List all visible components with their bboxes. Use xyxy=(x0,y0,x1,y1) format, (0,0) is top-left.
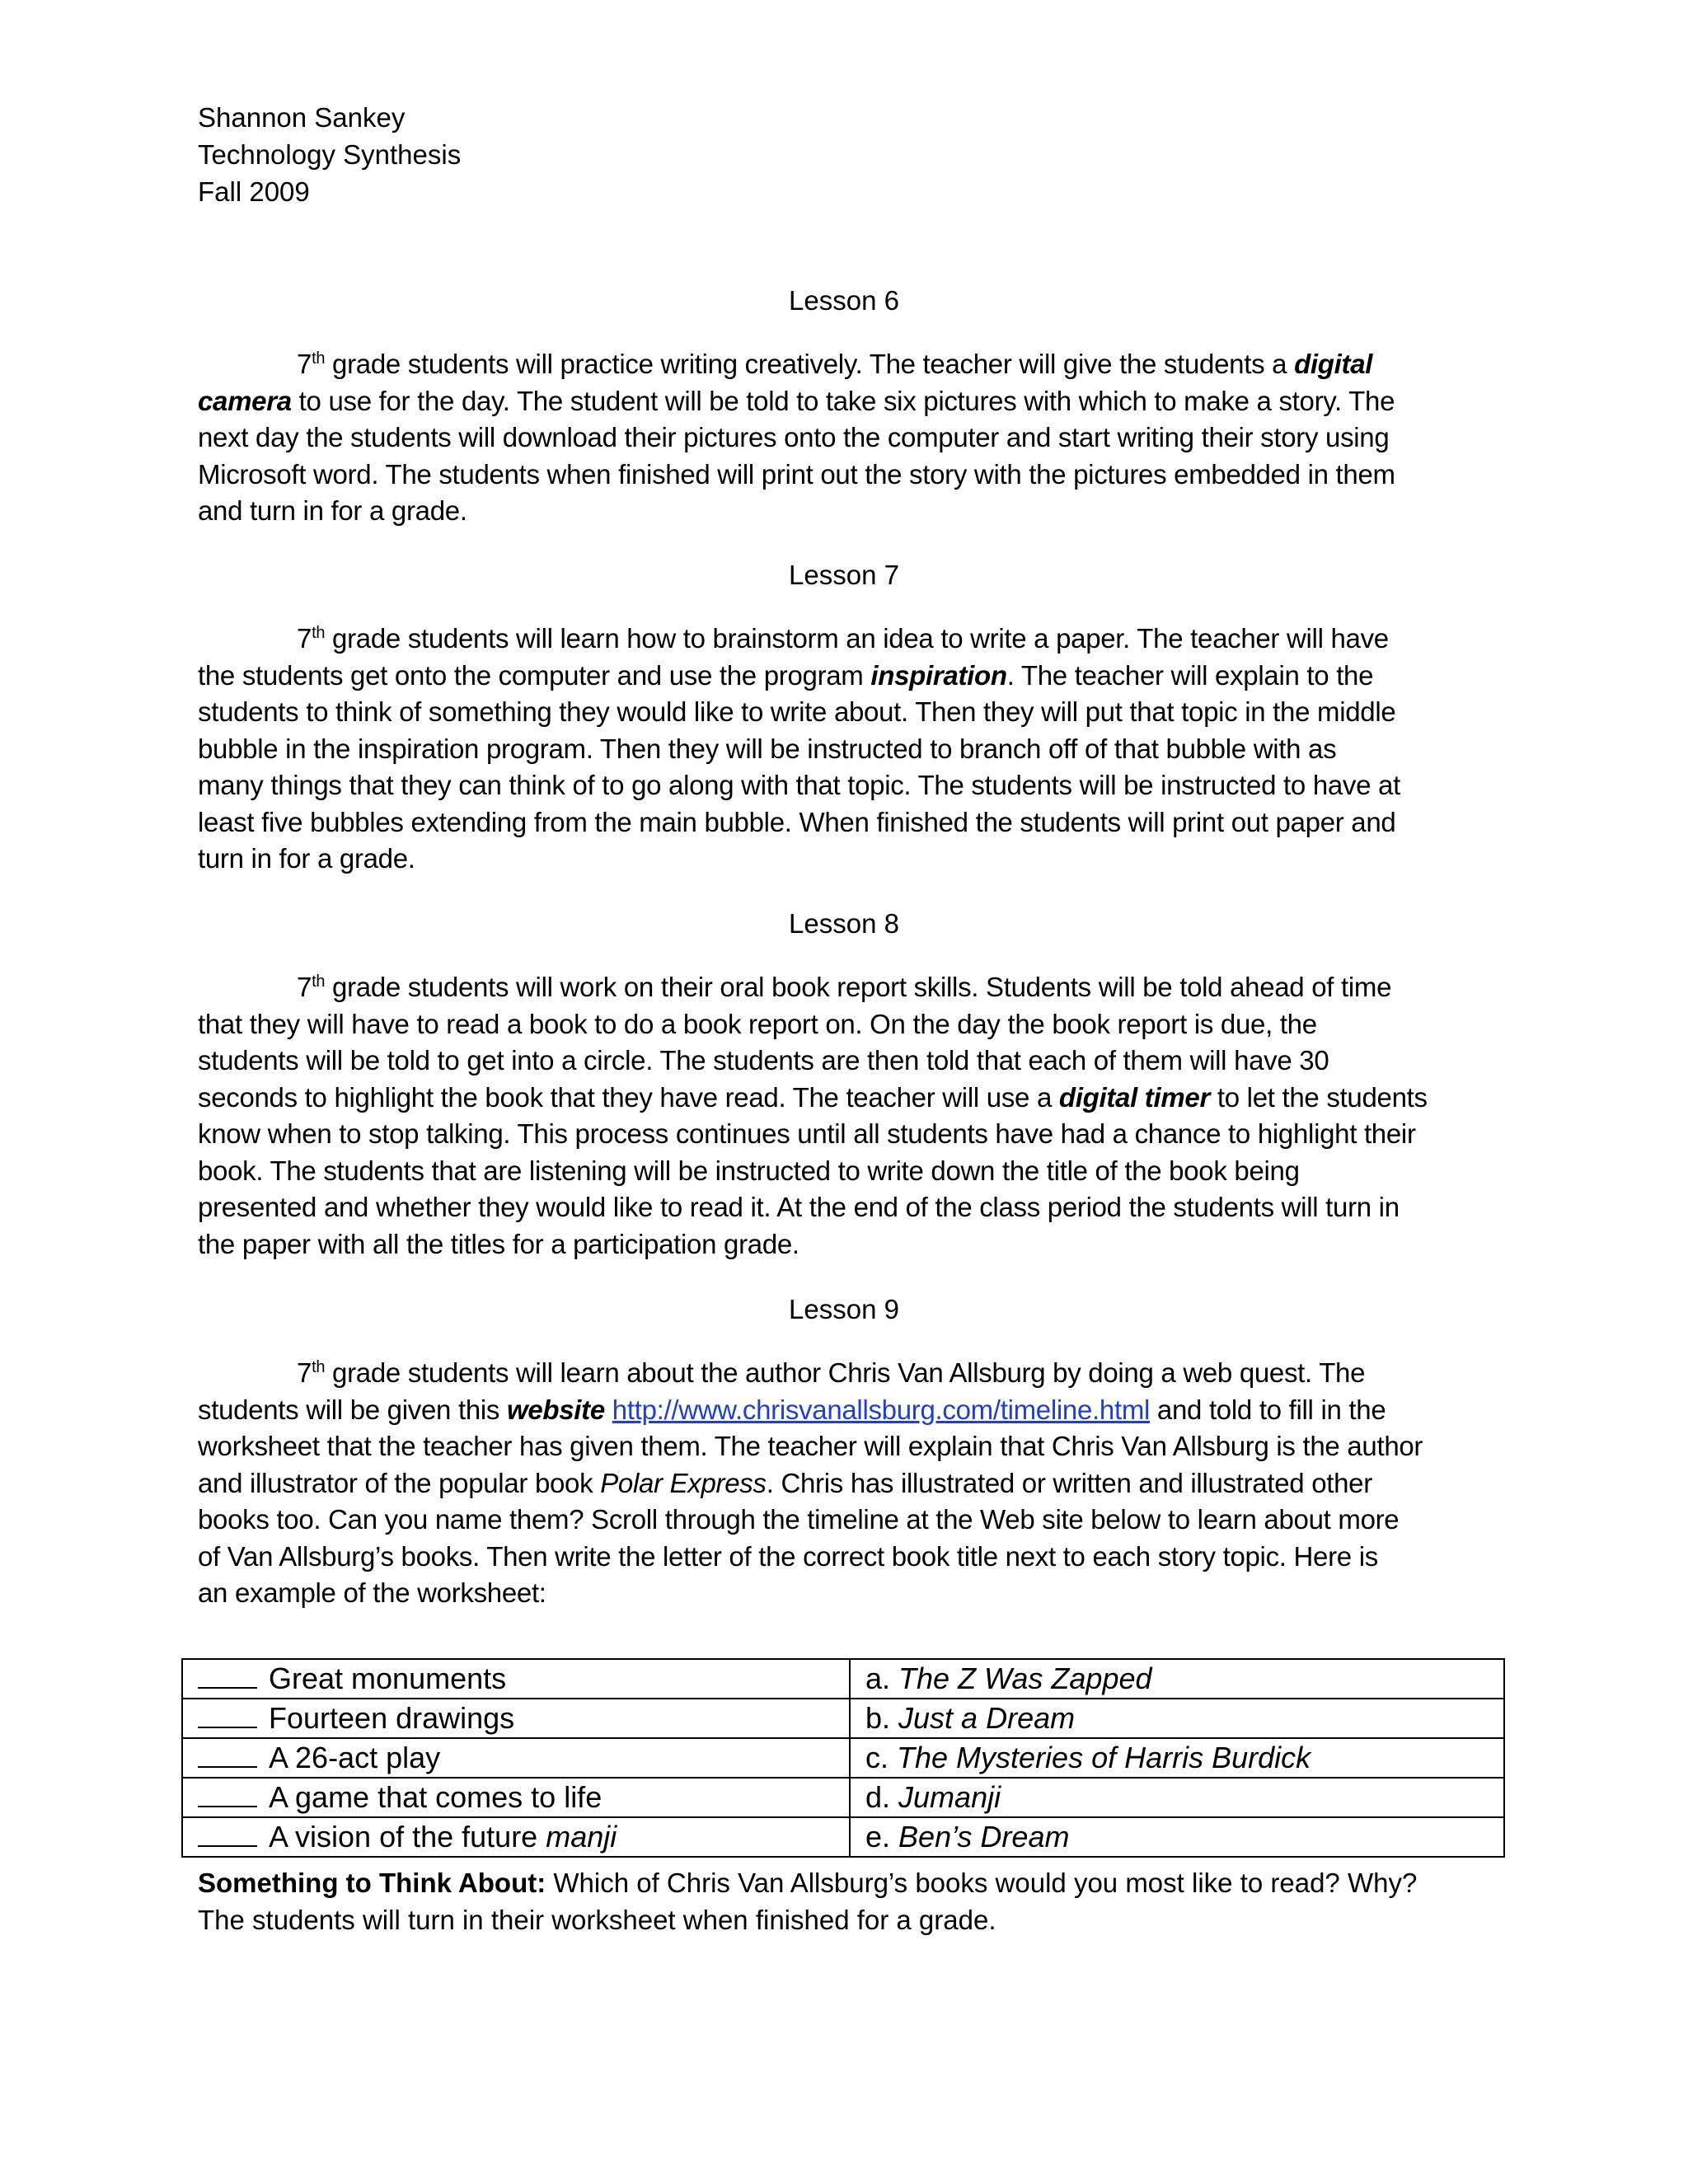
table-row xyxy=(182,1738,1504,1778)
topic-text: A vision of the future xyxy=(269,1820,546,1854)
option-letter: b. xyxy=(865,1701,899,1735)
topic-text: A game that comes to life xyxy=(269,1780,603,1814)
think-about-label: Something to Think About: xyxy=(198,1868,546,1898)
final-instruction: The students will turn in their worksheet when finished for a grade. xyxy=(198,1905,996,1935)
line-text: to use for the day. The student will be told to take six pictures with which to make a story. The xyxy=(291,385,1395,416)
course-name: Technology Synthesis xyxy=(198,139,462,170)
lesson-8-title: Lesson 8 xyxy=(789,908,899,939)
emphasis-digital: digital xyxy=(1294,349,1373,379)
paragraph-line: students will be told to get into a circle. The students are then told that each of them will have 30 xyxy=(198,1045,1329,1076)
lesson-6-title: Lesson 6 xyxy=(789,285,899,316)
paragraph-line: next day the students will download their pictures onto the computer and start writing their story using xyxy=(198,422,1390,452)
grade-number: 7 xyxy=(297,623,312,654)
line-text: grade students will learn how to brainstorm an idea to write a paper. The teacher will have xyxy=(325,623,1389,654)
book-title: Jumanji xyxy=(898,1780,1001,1814)
paragraph-line: and turn in for a grade. xyxy=(198,495,467,526)
think-about-line xyxy=(198,1864,1417,1901)
paragraph-line: the paper with all the titles for a participation grade. xyxy=(198,1228,799,1259)
option-letter: c. xyxy=(865,1741,898,1774)
line-text: to let the students xyxy=(1210,1081,1428,1113)
line-text: . Chris has illustrated or written and illustrated other xyxy=(766,1467,1372,1498)
document-header xyxy=(198,99,461,210)
paragraph-line xyxy=(198,621,1517,658)
book-title: Just a Dream xyxy=(898,1701,1076,1735)
answer-blank xyxy=(198,1821,257,1847)
paragraph-line: presented and whether they would like to read it. At the end of the class period the students will turn in xyxy=(198,1192,1400,1222)
answer-blank xyxy=(198,1741,257,1768)
grade-suffix: th xyxy=(312,624,326,642)
paragraph-line xyxy=(198,658,1517,695)
answer-blank xyxy=(198,1781,257,1807)
paragraph-line: of Van Allsburg’s books. Then write the letter of the correct book title next to each story topic. Here is xyxy=(198,1540,1378,1572)
author-name: Shannon Sankey xyxy=(198,102,406,133)
paragraph-line xyxy=(198,346,1517,383)
paragraph-line xyxy=(198,969,1517,1006)
paragraph-line: least five bubbles extending from the main bubble. When finished the students will print out paper and xyxy=(198,806,1396,837)
paragraph-line: students to think of something they would like to write about. Then they will put that topic in the middle xyxy=(198,696,1396,727)
table-row xyxy=(182,1659,1504,1699)
option-letter: d. xyxy=(865,1780,899,1814)
topic-cell xyxy=(182,1817,850,1857)
lesson-9-paragraph xyxy=(198,1355,1517,1612)
grade-suffix: th xyxy=(312,349,326,368)
paragraph-line xyxy=(198,1465,1517,1502)
book-cell xyxy=(850,1738,1504,1778)
think-about-question: Which of Chris Van Allsburg’s books would you most like to read? Why? xyxy=(546,1868,1418,1898)
table-row xyxy=(182,1778,1504,1817)
line-text: the students get onto the computer and use the program xyxy=(198,659,871,691)
paragraph-line xyxy=(198,1392,1517,1429)
topic-cell xyxy=(182,1778,850,1817)
closing-section xyxy=(198,1864,1417,1938)
book-title: The Z Was Zapped xyxy=(898,1661,1152,1695)
paragraph-line: book. The students that are listening will be instructed to write down the title of the book being xyxy=(198,1155,1300,1186)
timeline-link[interactable]: http://www.chrisvanallsburg.com/timeline.html xyxy=(612,1394,1151,1425)
book-cell xyxy=(850,1699,1504,1738)
answer-blank xyxy=(198,1662,257,1689)
term: Fall 2009 xyxy=(198,176,310,207)
paragraph-line: books too. Can you name them? Scroll through the timeline at the Web site below to learn about more xyxy=(198,1504,1400,1535)
line-text: students will be given this xyxy=(198,1394,507,1425)
topic-text: Great monuments xyxy=(269,1661,507,1695)
line-text: . The teacher will explain to the xyxy=(1006,659,1374,691)
book-title: The Mysteries of Harris Burdick xyxy=(897,1741,1311,1774)
paragraph-line xyxy=(198,1080,1517,1117)
book-cell xyxy=(850,1778,1504,1817)
book-cell xyxy=(850,1817,1504,1857)
paragraph-line xyxy=(198,383,1517,420)
paragraph-line: bubble in the inspiration program. Then they will be instructed to branch off of that bubble with as xyxy=(198,733,1337,764)
lesson-7-paragraph xyxy=(198,621,1517,878)
answer-blank xyxy=(198,1702,257,1728)
book-title-polar-express: Polar Express xyxy=(600,1467,767,1498)
paragraph-line xyxy=(198,1355,1517,1392)
grade-suffix: th xyxy=(312,1358,326,1376)
lesson-9-title: Lesson 9 xyxy=(789,1294,899,1324)
option-letter: e. xyxy=(865,1820,899,1854)
line-text: and illustrator of the popular book xyxy=(198,1467,601,1498)
line-text: grade students will practice writing creatively. The teacher will give the students a xyxy=(325,349,1295,379)
lesson-8-paragraph xyxy=(198,969,1517,1263)
table-row xyxy=(182,1817,1504,1857)
topic-cell xyxy=(182,1699,850,1738)
topic-italic-text: manji xyxy=(546,1820,617,1854)
emphasis-camera: camera xyxy=(198,385,292,416)
grade-number: 7 xyxy=(297,349,312,379)
emphasis-digital-timer: digital timer xyxy=(1058,1081,1211,1113)
line-text: and told to fill in the xyxy=(1150,1394,1386,1425)
topic-cell xyxy=(182,1738,850,1778)
book-title: Ben’s Dream xyxy=(898,1820,1070,1854)
line-text: grade students will work on their oral book report skills. Students will be told ahead of time xyxy=(325,972,1392,1002)
line-text: grade students will learn about the author Chris Van Allsburg by doing a web quest. The xyxy=(325,1357,1366,1388)
paragraph-line: know when to stop talking. This process continues until all students have had a chance to highlight their xyxy=(198,1118,1416,1149)
worksheet-table xyxy=(181,1658,1505,1858)
emphasis-inspiration: inspiration xyxy=(870,659,1007,691)
line-text xyxy=(605,1394,612,1425)
grade-number: 7 xyxy=(297,972,312,1002)
paragraph-line: an example of the worksheet: xyxy=(198,1577,546,1608)
grade-number: 7 xyxy=(297,1357,312,1388)
book-cell xyxy=(850,1659,1504,1699)
paragraph-line: turn in for a grade. xyxy=(198,843,415,874)
topic-text: Fourteen drawings xyxy=(269,1701,515,1735)
emphasis-website: website xyxy=(506,1394,605,1425)
lesson-7-title: Lesson 7 xyxy=(789,560,899,590)
table-row xyxy=(182,1699,1504,1738)
option-letter: a. xyxy=(865,1661,899,1695)
line-text: seconds to highlight the book that they have read. The teacher will use a xyxy=(198,1081,1059,1113)
lesson-6-paragraph xyxy=(198,346,1517,530)
paragraph-line: many things that they can think of to go along with that topic. The students will be instructed to have at xyxy=(198,770,1400,800)
paragraph-line: that they will have to read a book to do a book report on. On the day the book report is due, the xyxy=(198,1008,1317,1039)
topic-cell xyxy=(182,1659,850,1699)
paragraph-line: worksheet that the teacher has given them. The teacher will explain that Chris Van Allsburg is the author xyxy=(198,1431,1423,1461)
paragraph-line: Microsoft word. The students when finished will print out the story with the pictures embedded in them xyxy=(198,458,1395,490)
grade-suffix: th xyxy=(312,972,326,991)
topic-text: A 26-act play xyxy=(269,1741,441,1774)
